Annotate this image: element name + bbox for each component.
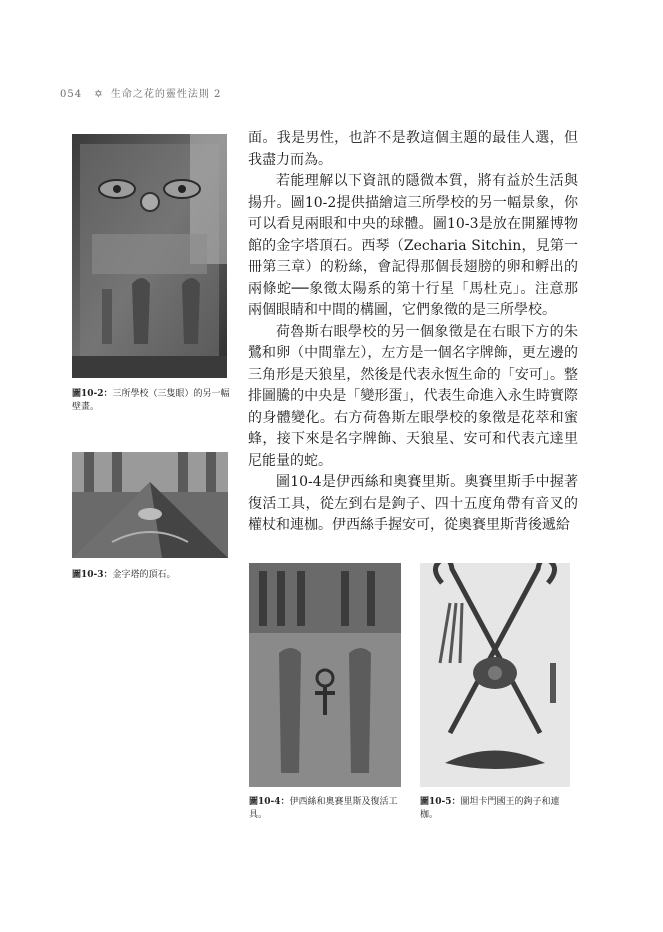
paragraph: 若能理解以下資訊的隱微本質，將有益於生活與揚升。圖10-2提供描繪這三所學校的另一幅景象，你可以看見兩眼和中央的球體。圖10-3是放在開羅博物館的金字塔頂石。西琴（Zecharia Sitchin，見第一冊第三章）的粉絲，會記得那個長翅膀的卵和孵出的兩條蛇──象徵太陽系的第十行星「馬杜克」。注意那兩個眼睛和中間的構圖，它們象徵的是三所學校。: [248, 173, 578, 318]
figure-10-2-wall-relief-photo: [72, 134, 227, 378]
figure-10-4-caption: [249, 796, 414, 822]
figure-10-2-caption: [72, 388, 234, 414]
figure-10-5-crook-flail-photo: [420, 563, 570, 787]
body-text: [248, 128, 578, 537]
figure-10-3-text: 金字塔的頂石。: [112, 570, 176, 580]
paragraph: 圖10-4是伊西絲和奧賽里斯。奧賽里斯手中握著復活工具，從左到右是鉤子、四十五度角帶有音叉的權杖和連枷。伊西絲手握安可，從奧賽里斯背後遞給: [248, 474, 578, 533]
page-number: 054: [60, 89, 83, 100]
figure-10-5-label: 圖10-5：: [420, 797, 461, 807]
star-of-david-icon: ✡: [94, 89, 104, 100]
figure-10-5-caption: [420, 796, 570, 822]
figure-10-2-label: 圖10-2：: [72, 389, 113, 399]
figure-10-3-caption: [72, 569, 234, 582]
paragraph-continuation: 面。我是男性，也許不是教這個主題的最佳人選，但我盡力而為。: [248, 130, 578, 168]
book-title: 生命之花的靈性法則 2: [110, 89, 222, 100]
figure-10-3-label: 圖10-3：: [72, 570, 113, 580]
figure-10-5-text: 圖坦卡門國王的鉤子和連枷。: [420, 797, 560, 820]
paragraph: 荷魯斯右眼學校的另一個象徵是在右眼下方的朱鷺和卵（中間靠左），左方是一個名字牌飾，更左邊的三角形是天狼星，然後是代表永恆生命的「安可」。整排圖騰的中央是「變形蛋」，代表生命進入永生時實際的身體變化。右方荷魯斯左眼學校的象徵是花萃和蜜蜂，接下來是名字牌飾、天狼星、安可和代表亢達里尼能量的蛇。: [248, 323, 578, 469]
figure-10-3-capstone-photo: [72, 452, 228, 558]
page-header: [60, 85, 221, 100]
figure-10-2-text: 三所學校（三隻眼）的另一幅壁畫。: [72, 389, 230, 412]
figure-10-4-isis-osiris-photo: [249, 563, 401, 787]
figure-10-4-text: 伊西絲和奧賽里斯及復活工具。: [249, 797, 398, 820]
figure-10-4-label: 圖10-4：: [249, 797, 290, 807]
